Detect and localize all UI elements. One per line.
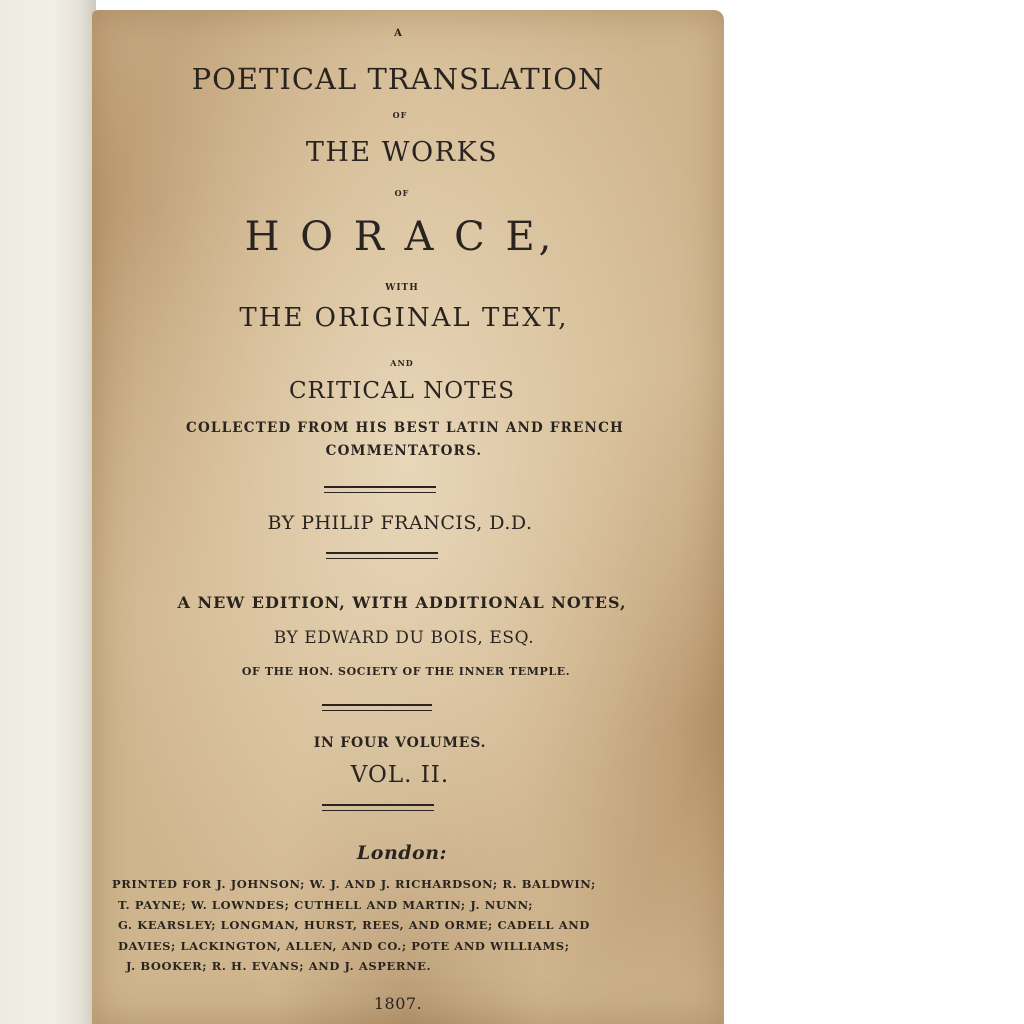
article-a: A [394, 28, 402, 39]
title-line-1: POETICAL TRANSLATION [191, 62, 605, 96]
critical-notes-line: CRITICAL NOTES [288, 378, 516, 404]
of-line-2: OF [394, 188, 410, 198]
author-name: H O R A C E, [244, 214, 556, 260]
year-line: 1807. [373, 994, 423, 1013]
divider-rule-3 [322, 704, 432, 711]
collected-line-2: COMMENTATORS. [325, 443, 483, 459]
divider-rule-4 [322, 804, 434, 811]
imprint-line: T. PAYNE; W. LOWNDES; CUTHELL AND MARTIN; J. NUNN; [118, 897, 534, 912]
new-edition-line: A NEW EDITION, WITH ADDITIONAL NOTES, [177, 593, 627, 612]
imprint-block [112, 874, 642, 977]
imprint-line: DAVIES; LACKINGTON, ALLEN, AND CO.; POTE AND WILLIAMS; [118, 938, 570, 953]
divider-rule-1 [324, 486, 436, 493]
with-line: WITH [385, 283, 419, 293]
city-line: London: [356, 842, 448, 864]
imprint-line: PRINTED FOR J. JOHNSON; W. J. AND J. RICHARDSON; R. BALDWIN; [112, 877, 596, 891]
title-line-2: THE WORKS [305, 137, 499, 168]
of-line-1: OF [392, 110, 408, 120]
volumes-line: IN FOUR VOLUMES. [313, 735, 487, 751]
left-page-edge [0, 0, 96, 1024]
imprint-line: J. BOOKER; R. H. EVANS; AND J. ASPERNE. [126, 959, 432, 973]
and-line: AND [390, 358, 414, 368]
editor-line: BY EDWARD DU BOIS, ESQ. [273, 628, 535, 648]
volume-number: VOL. II. [350, 762, 450, 788]
original-text-line: THE ORIGINAL TEXT, [239, 303, 569, 333]
collected-line-1: COLLECTED FROM HIS BEST LATIN AND FRENCH [186, 420, 624, 436]
divider-rule-2 [326, 552, 438, 559]
imprint-line: G. KEARSLEY; LONGMAN, HURST, REES, AND ORME; CADELL AND [118, 918, 590, 932]
translator-line: BY PHILIP FRANCIS, D.D. [267, 512, 533, 534]
society-line: OF THE HON. SOCIETY OF THE INNER TEMPLE. [241, 665, 571, 678]
title-page [92, 10, 724, 1024]
